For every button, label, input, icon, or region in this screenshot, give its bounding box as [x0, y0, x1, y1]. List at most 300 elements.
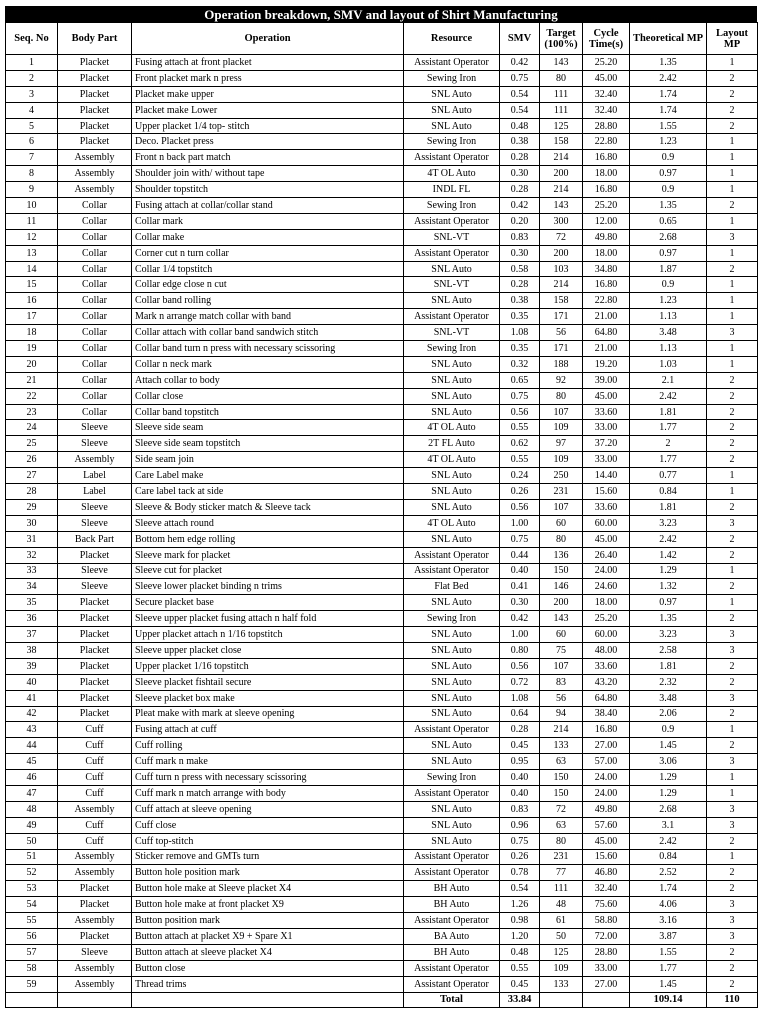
smv-cell: 0.72: [500, 674, 540, 690]
operation-cell: Upper placket attach n 1/16 topstitch: [132, 627, 404, 643]
body-part-cell: Placket: [58, 102, 132, 118]
cycle-time-cell: 22.80: [583, 293, 630, 309]
theoretical-mp-cell: 1.87: [630, 261, 707, 277]
cycle-time-cell: 33.60: [583, 499, 630, 515]
target-cell: 133: [540, 976, 583, 992]
operation-cell: Fusing attach at collar/collar stand: [132, 198, 404, 214]
resource-cell: Sewing Iron: [404, 770, 500, 786]
target-cell: 200: [540, 595, 583, 611]
body-part-cell: Assembly: [58, 801, 132, 817]
theoretical-mp-cell: 2.42: [630, 388, 707, 404]
body-part-cell: Collar: [58, 213, 132, 229]
smv-cell: 0.78: [500, 865, 540, 881]
table-row: [6, 833, 758, 849]
theoretical-mp-cell: 2.06: [630, 706, 707, 722]
smv-cell: 0.28: [500, 277, 540, 293]
body-part-cell: Assembly: [58, 452, 132, 468]
seq-no-cell: 59: [6, 976, 58, 992]
seq-no-cell: 48: [6, 801, 58, 817]
body-part-cell: Assembly: [58, 182, 132, 198]
resource-cell: Sewing Iron: [404, 198, 500, 214]
totals-empty-cell: [58, 992, 132, 1007]
table-row: [6, 690, 758, 706]
body-part-cell: Sleeve: [58, 436, 132, 452]
operation-rows: [6, 55, 758, 993]
body-part-cell: Placket: [58, 897, 132, 913]
layout-mp-cell: 3: [707, 229, 758, 245]
theoretical-mp-cell: 1.03: [630, 356, 707, 372]
layout-mp-cell: 1: [707, 309, 758, 325]
operation-cell: Bottom hem edge rolling: [132, 531, 404, 547]
cycle-time-cell: 33.60: [583, 404, 630, 420]
resource-cell: Assistant Operator: [404, 563, 500, 579]
seq-no-cell: 45: [6, 754, 58, 770]
theoretical-mp-cell: 2.52: [630, 865, 707, 881]
body-part-cell: Sleeve: [58, 499, 132, 515]
seq-no-cell: 39: [6, 658, 58, 674]
resource-cell: SNL Auto: [404, 801, 500, 817]
table-row: [6, 325, 758, 341]
totals-empty-cell: [583, 992, 630, 1007]
layout-mp-cell: 1: [707, 245, 758, 261]
body-part-cell: Collar: [58, 293, 132, 309]
cycle-time-cell: 12.00: [583, 213, 630, 229]
target-cell: 146: [540, 579, 583, 595]
body-part-cell: Collar: [58, 229, 132, 245]
operation-cell: Front n back part match: [132, 150, 404, 166]
layout-mp-cell: 2: [707, 452, 758, 468]
layout-mp-cell: 2: [707, 738, 758, 754]
table-row: [6, 452, 758, 468]
table-row: [6, 86, 758, 102]
theoretical-mp-cell: 1.23: [630, 134, 707, 150]
table-row: [6, 356, 758, 372]
operation-cell: Thread trims: [132, 976, 404, 992]
seq-no-cell: 2: [6, 70, 58, 86]
table-row: [6, 468, 758, 484]
seq-no-cell: 49: [6, 817, 58, 833]
smv-cell: 0.30: [500, 245, 540, 261]
seq-no-cell: 9: [6, 182, 58, 198]
body-part-cell: Placket: [58, 55, 132, 71]
target-cell: 300: [540, 213, 583, 229]
layout-mp-cell: 3: [707, 817, 758, 833]
resource-cell: Assistant Operator: [404, 309, 500, 325]
target-cell: 80: [540, 388, 583, 404]
layout-mp-cell: 3: [707, 928, 758, 944]
table-row: [6, 229, 758, 245]
theoretical-mp-cell: 1.74: [630, 102, 707, 118]
cycle-time-cell: 58.80: [583, 913, 630, 929]
smv-cell: 0.64: [500, 706, 540, 722]
body-part-cell: Collar: [58, 404, 132, 420]
cycle-time-cell: 45.00: [583, 388, 630, 404]
body-part-cell: Placket: [58, 928, 132, 944]
theoretical-mp-cell: 0.9: [630, 182, 707, 198]
resource-cell: 2T FL Auto: [404, 436, 500, 452]
layout-mp-cell: 2: [707, 198, 758, 214]
theoretical-mp-cell: 0.65: [630, 213, 707, 229]
seq-no-cell: 47: [6, 785, 58, 801]
smv-cell: 0.98: [500, 913, 540, 929]
layout-mp-cell: 2: [707, 881, 758, 897]
smv-cell: 0.62: [500, 436, 540, 452]
cycle-time-cell: 33.00: [583, 960, 630, 976]
table-row: [6, 388, 758, 404]
table-row: [6, 627, 758, 643]
cycle-time-cell: 37.20: [583, 436, 630, 452]
smv-cell: 0.26: [500, 484, 540, 500]
layout-mp-cell: 2: [707, 706, 758, 722]
body-part-cell: Collar: [58, 245, 132, 261]
resource-cell: Assistant Operator: [404, 547, 500, 563]
resource-cell: SNL Auto: [404, 658, 500, 674]
theoretical-mp-cell: 2.42: [630, 531, 707, 547]
smv-cell: 1.08: [500, 325, 540, 341]
target-cell: 158: [540, 293, 583, 309]
target-cell: 107: [540, 404, 583, 420]
cycle-time-cell: 18.00: [583, 245, 630, 261]
table-row: [6, 881, 758, 897]
operation-cell: Corner cut n turn collar: [132, 245, 404, 261]
theoretical-mp-cell: 2: [630, 436, 707, 452]
resource-cell: Assistant Operator: [404, 785, 500, 801]
cycle-time-cell: 27.00: [583, 738, 630, 754]
layout-mp-cell: 3: [707, 325, 758, 341]
resource-cell: 4T OL Auto: [404, 452, 500, 468]
theoretical-mp-cell: 1.45: [630, 738, 707, 754]
table-row: [6, 277, 758, 293]
smv-cell: 0.28: [500, 182, 540, 198]
target-cell: 111: [540, 881, 583, 897]
seq-no-cell: 3: [6, 86, 58, 102]
operation-cell: Sleeve & Body sticker match & Sleeve tack: [132, 499, 404, 515]
layout-mp-cell: 1: [707, 563, 758, 579]
target-cell: 125: [540, 118, 583, 134]
target-cell: 60: [540, 627, 583, 643]
seq-no-cell: 18: [6, 325, 58, 341]
body-part-cell: Sleeve: [58, 515, 132, 531]
operation-cell: Secure placket base: [132, 595, 404, 611]
layout-mp-cell: 1: [707, 595, 758, 611]
target-cell: 214: [540, 277, 583, 293]
table-row: [6, 70, 758, 86]
operation-cell: Side seam join: [132, 452, 404, 468]
table-row: [6, 404, 758, 420]
target-cell: 109: [540, 452, 583, 468]
operation-cell: Button attach at placket X9 + Spare X1: [132, 928, 404, 944]
theoretical-mp-cell: 3.16: [630, 913, 707, 929]
smv-cell: 1.20: [500, 928, 540, 944]
cycle-time-cell: 45.00: [583, 531, 630, 547]
cycle-time-cell: 32.40: [583, 86, 630, 102]
table-row: [6, 484, 758, 500]
seq-no-cell: 30: [6, 515, 58, 531]
layout-mp-cell: 2: [707, 944, 758, 960]
resource-cell: SNL Auto: [404, 86, 500, 102]
layout-mp-cell: 3: [707, 754, 758, 770]
smv-cell: 0.30: [500, 595, 540, 611]
seq-no-cell: 15: [6, 277, 58, 293]
seq-no-cell: 28: [6, 484, 58, 500]
header-body-part: Body Part: [58, 23, 132, 55]
operation-cell: Fusing attach at cuff: [132, 722, 404, 738]
layout-mp-cell: 2: [707, 261, 758, 277]
resource-cell: Assistant Operator: [404, 976, 500, 992]
theoretical-mp-cell: 2.32: [630, 674, 707, 690]
theoretical-mp-cell: 1.77: [630, 960, 707, 976]
target-cell: 171: [540, 341, 583, 357]
target-cell: 200: [540, 245, 583, 261]
layout-mp-cell: 3: [707, 642, 758, 658]
layout-mp-cell: 2: [707, 960, 758, 976]
resource-cell: SNL Auto: [404, 118, 500, 134]
operation-cell: Attach collar to body: [132, 372, 404, 388]
target-cell: 60: [540, 515, 583, 531]
body-part-cell: Sleeve: [58, 579, 132, 595]
body-part-cell: Placket: [58, 674, 132, 690]
smv-cell: 0.83: [500, 801, 540, 817]
layout-mp-cell: 2: [707, 531, 758, 547]
smv-cell: 0.40: [500, 770, 540, 786]
target-cell: 143: [540, 198, 583, 214]
cycle-time-cell: 14.40: [583, 468, 630, 484]
seq-no-cell: 56: [6, 928, 58, 944]
operation-cell: Collar band turn n press with necessary scissoring: [132, 341, 404, 357]
theoretical-mp-cell: 2.1: [630, 372, 707, 388]
theoretical-mp-cell: 1.35: [630, 55, 707, 71]
operation-cell: Collar 1/4 topstitch: [132, 261, 404, 277]
resource-cell: Sewing Iron: [404, 134, 500, 150]
theoretical-mp-cell: 1.13: [630, 309, 707, 325]
operation-cell: Cuff top-stitch: [132, 833, 404, 849]
seq-no-cell: 50: [6, 833, 58, 849]
resource-cell: INDL FL: [404, 182, 500, 198]
operation-cell: Cuff attach at sleeve opening: [132, 801, 404, 817]
seq-no-cell: 52: [6, 865, 58, 881]
theoretical-mp-cell: 1.55: [630, 118, 707, 134]
target-cell: 150: [540, 785, 583, 801]
theoretical-mp-cell: 2.58: [630, 642, 707, 658]
smv-cell: 0.24: [500, 468, 540, 484]
table-row: [6, 785, 758, 801]
theoretical-mp-cell: 0.9: [630, 150, 707, 166]
resource-cell: BH Auto: [404, 897, 500, 913]
target-cell: 103: [540, 261, 583, 277]
cycle-time-cell: 28.80: [583, 944, 630, 960]
cycle-time-cell: 45.00: [583, 70, 630, 86]
cycle-time-cell: 38.40: [583, 706, 630, 722]
body-part-cell: Sleeve: [58, 944, 132, 960]
target-cell: 150: [540, 563, 583, 579]
body-part-cell: Cuff: [58, 738, 132, 754]
operation-cell: Sleeve upper placket close: [132, 642, 404, 658]
layout-mp-cell: 2: [707, 499, 758, 515]
body-part-cell: Collar: [58, 388, 132, 404]
seq-no-cell: 24: [6, 420, 58, 436]
target-cell: 72: [540, 801, 583, 817]
operation-cell: Upper placket 1/16 topstitch: [132, 658, 404, 674]
resource-cell: 4T OL Auto: [404, 515, 500, 531]
resource-cell: SNL Auto: [404, 484, 500, 500]
operation-cell: Fusing attach at front placket: [132, 55, 404, 71]
layout-mp-cell: 2: [707, 579, 758, 595]
totals-layout-mp: 110: [707, 992, 758, 1007]
resource-cell: SNL Auto: [404, 293, 500, 309]
cycle-time-cell: 48.00: [583, 642, 630, 658]
target-cell: 48: [540, 897, 583, 913]
layout-mp-cell: 1: [707, 293, 758, 309]
body-part-cell: Placket: [58, 881, 132, 897]
operation-cell: Collar band rolling: [132, 293, 404, 309]
seq-no-cell: 37: [6, 627, 58, 643]
theoretical-mp-cell: 3.48: [630, 690, 707, 706]
table-row: [6, 658, 758, 674]
operation-cell: Button close: [132, 960, 404, 976]
table-row: [6, 341, 758, 357]
resource-cell: Sewing Iron: [404, 341, 500, 357]
target-cell: 109: [540, 420, 583, 436]
header-target: Target (100%): [540, 23, 583, 55]
resource-cell: Sewing Iron: [404, 70, 500, 86]
smv-cell: 0.41: [500, 579, 540, 595]
target-cell: 97: [540, 436, 583, 452]
table-row: [6, 118, 758, 134]
target-cell: 75: [540, 642, 583, 658]
smv-cell: 0.26: [500, 849, 540, 865]
cycle-time-cell: 24.00: [583, 563, 630, 579]
totals-empty-cell: [132, 992, 404, 1007]
seq-no-cell: 44: [6, 738, 58, 754]
layout-mp-cell: 2: [707, 976, 758, 992]
seq-no-cell: 26: [6, 452, 58, 468]
table-row: [6, 817, 758, 833]
body-part-cell: Assembly: [58, 976, 132, 992]
theoretical-mp-cell: 0.97: [630, 595, 707, 611]
resource-cell: Flat Bed: [404, 579, 500, 595]
target-cell: 80: [540, 531, 583, 547]
theoretical-mp-cell: 1.23: [630, 293, 707, 309]
resource-cell: SNL Auto: [404, 102, 500, 118]
smv-cell: 0.75: [500, 531, 540, 547]
resource-cell: SNL Auto: [404, 706, 500, 722]
target-cell: 136: [540, 547, 583, 563]
theoretical-mp-cell: 1.35: [630, 611, 707, 627]
body-part-cell: Placket: [58, 690, 132, 706]
operation-cell: Sleeve attach round: [132, 515, 404, 531]
theoretical-mp-cell: 1.74: [630, 881, 707, 897]
header-smv: SMV: [500, 23, 540, 55]
layout-mp-cell: 2: [707, 372, 758, 388]
operation-cell: Shoulder topstitch: [132, 182, 404, 198]
cycle-time-cell: 18.00: [583, 166, 630, 182]
cycle-time-cell: 64.80: [583, 690, 630, 706]
body-part-cell: Cuff: [58, 817, 132, 833]
header-operation: Operation: [132, 23, 404, 55]
operation-table: [5, 22, 758, 1008]
resource-cell: Assistant Operator: [404, 245, 500, 261]
operation-cell: Collar mark: [132, 213, 404, 229]
cycle-time-cell: 33.00: [583, 420, 630, 436]
target-cell: 94: [540, 706, 583, 722]
theoretical-mp-cell: 0.97: [630, 245, 707, 261]
operation-cell: Care label tack at side: [132, 484, 404, 500]
target-cell: 80: [540, 70, 583, 86]
layout-mp-cell: 2: [707, 833, 758, 849]
layout-mp-cell: 1: [707, 341, 758, 357]
body-part-cell: Collar: [58, 356, 132, 372]
theoretical-mp-cell: 2.68: [630, 801, 707, 817]
seq-no-cell: 33: [6, 563, 58, 579]
seq-no-cell: 13: [6, 245, 58, 261]
operation-cell: Button hole position mark: [132, 865, 404, 881]
cycle-time-cell: 33.00: [583, 452, 630, 468]
theoretical-mp-cell: 0.84: [630, 849, 707, 865]
table-row: [6, 928, 758, 944]
table-row: [6, 134, 758, 150]
body-part-cell: Placket: [58, 611, 132, 627]
target-cell: 107: [540, 499, 583, 515]
body-part-cell: Collar: [58, 261, 132, 277]
table-row: [6, 897, 758, 913]
layout-mp-cell: 2: [707, 547, 758, 563]
operation-cell: Cuff mark n match arrange with body: [132, 785, 404, 801]
smv-cell: 0.42: [500, 55, 540, 71]
cycle-time-cell: 57.00: [583, 754, 630, 770]
cycle-time-cell: 25.20: [583, 611, 630, 627]
body-part-cell: Assembly: [58, 960, 132, 976]
resource-cell: SNL Auto: [404, 531, 500, 547]
cycle-time-cell: 27.00: [583, 976, 630, 992]
seq-no-cell: 6: [6, 134, 58, 150]
seq-no-cell: 51: [6, 849, 58, 865]
smv-cell: 0.95: [500, 754, 540, 770]
totals-empty-cell: [540, 992, 583, 1007]
layout-mp-cell: 2: [707, 436, 758, 452]
body-part-cell: Sleeve: [58, 563, 132, 579]
table-row: [6, 55, 758, 71]
resource-cell: Assistant Operator: [404, 913, 500, 929]
seq-no-cell: 53: [6, 881, 58, 897]
totals-label: Total: [404, 992, 500, 1007]
seq-no-cell: 20: [6, 356, 58, 372]
header-resource: Resource: [404, 23, 500, 55]
layout-mp-cell: 1: [707, 55, 758, 71]
operation-cell: Mark n arrange match collar with band: [132, 309, 404, 325]
table-row: [6, 722, 758, 738]
operation-cell: Button hole make at Sleeve placket X4: [132, 881, 404, 897]
table-row: [6, 770, 758, 786]
body-part-cell: Collar: [58, 372, 132, 388]
body-part-cell: Assembly: [58, 849, 132, 865]
smv-cell: 0.75: [500, 388, 540, 404]
body-part-cell: Placket: [58, 642, 132, 658]
operation-cell: Collar make: [132, 229, 404, 245]
theoretical-mp-cell: 1.32: [630, 579, 707, 595]
operation-cell: Collar n neck mark: [132, 356, 404, 372]
target-cell: 80: [540, 833, 583, 849]
body-part-cell: Label: [58, 484, 132, 500]
table-row: [6, 436, 758, 452]
table-row: [6, 213, 758, 229]
operation-breakdown-sheet: [5, 6, 757, 1008]
layout-mp-cell: 2: [707, 102, 758, 118]
table-row: [6, 309, 758, 325]
target-cell: 56: [540, 690, 583, 706]
operation-cell: Sleeve mark for placket: [132, 547, 404, 563]
smv-cell: 1.26: [500, 897, 540, 913]
resource-cell: Assistant Operator: [404, 55, 500, 71]
